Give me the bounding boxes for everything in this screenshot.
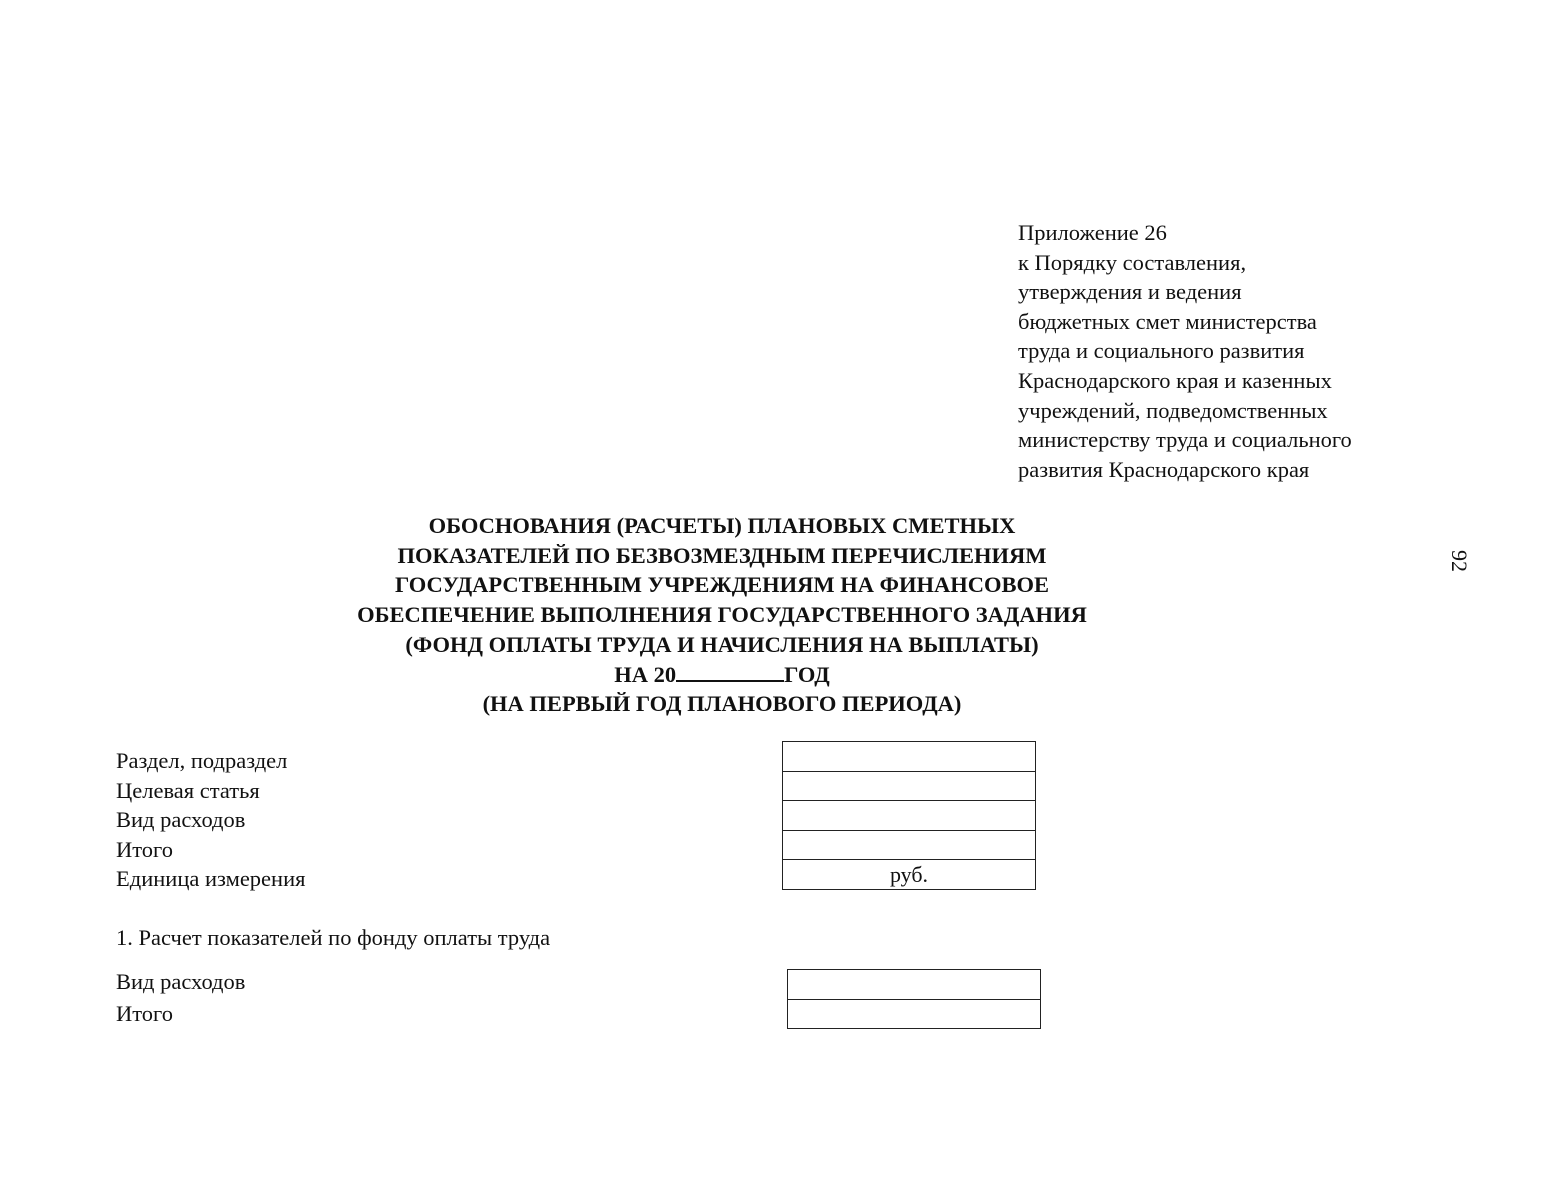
label-expense-type: Вид расходов — [116, 807, 246, 832]
appendix-line: утверждения и ведения — [1018, 279, 1242, 305]
section1-label-total: Итого — [116, 1001, 173, 1026]
section1-expense-type-field[interactable] — [788, 970, 1040, 1000]
total-field[interactable] — [783, 831, 1035, 861]
page-number: 92 — [1447, 550, 1472, 572]
form-header-labels — [116, 746, 305, 894]
section1-labels — [116, 966, 245, 1030]
year-blank-field[interactable] — [676, 660, 784, 682]
label-unit: Единица измерения — [116, 866, 306, 891]
section1-heading: 1. Расчет показателей по фонду оплаты труда — [116, 925, 551, 950]
appendix-line: труда и социального развития — [1018, 338, 1305, 364]
label-total: Итого — [116, 836, 173, 862]
appendix-line: бюджетных смет министерства — [1018, 308, 1317, 334]
title-period-line: (НА ПЕРВЫЙ ГОД ПЛАНОВОГО ПЕРИОДА) — [482, 691, 962, 717]
appendix-line: Краснодарского края и казенных — [1018, 367, 1332, 393]
title-line: (ФОНД ОПЛАТЫ ТРУДА И НАЧИСЛЕНИЯ НА ВЫПЛАТЫ) — [405, 631, 1039, 657]
appendix-block — [1018, 218, 1438, 484]
form-header-box — [782, 741, 1036, 890]
section1-box — [787, 969, 1041, 1029]
title-line: ОБЕСПЕЧЕНИЕ ВЫПОЛНЕНИЯ ГОСУДАРСТВЕННОГО ЗАДАНИЯ — [357, 602, 1087, 628]
appendix-line: развития Краснодарского края — [1018, 456, 1310, 482]
target-article-field[interactable] — [783, 772, 1035, 802]
section1-total-field[interactable] — [788, 1000, 1040, 1030]
document-title — [222, 511, 1222, 719]
label-target-article: Целевая статья — [116, 777, 260, 803]
title-year-suffix: ГОД — [784, 661, 830, 687]
title-line: ПОКАЗАТЕЛЕЙ ПО БЕЗВОЗМЕЗДНЫМ ПЕРЕЧИСЛЕНИЯМ — [397, 542, 1047, 568]
appendix-line: к Порядку составления, — [1018, 249, 1247, 275]
section1-label-expense-type: Вид расходов — [116, 969, 246, 994]
section-field[interactable] — [783, 742, 1035, 772]
label-section: Раздел, подраздел — [116, 748, 288, 773]
appendix-line: Приложение 26 — [1018, 220, 1167, 245]
appendix-line: учреждений, подведомственных — [1018, 397, 1328, 423]
expense-type-field[interactable] — [783, 801, 1035, 831]
title-line: ОБОСНОВАНИЯ (РАСЧЕТЫ) ПЛАНОВЫХ СМЕТНЫХ — [428, 513, 1016, 538]
appendix-line: министерству труда и социального — [1018, 427, 1352, 453]
title-line: ГОСУДАРСТВЕННЫМ УЧРЕЖДЕНИЯМ НА ФИНАНСОВОЕ — [394, 572, 1050, 598]
title-year-line — [222, 660, 1222, 690]
unit-field[interactable]: руб. — [783, 860, 1035, 890]
title-year-prefix: НА 20 — [614, 661, 677, 687]
